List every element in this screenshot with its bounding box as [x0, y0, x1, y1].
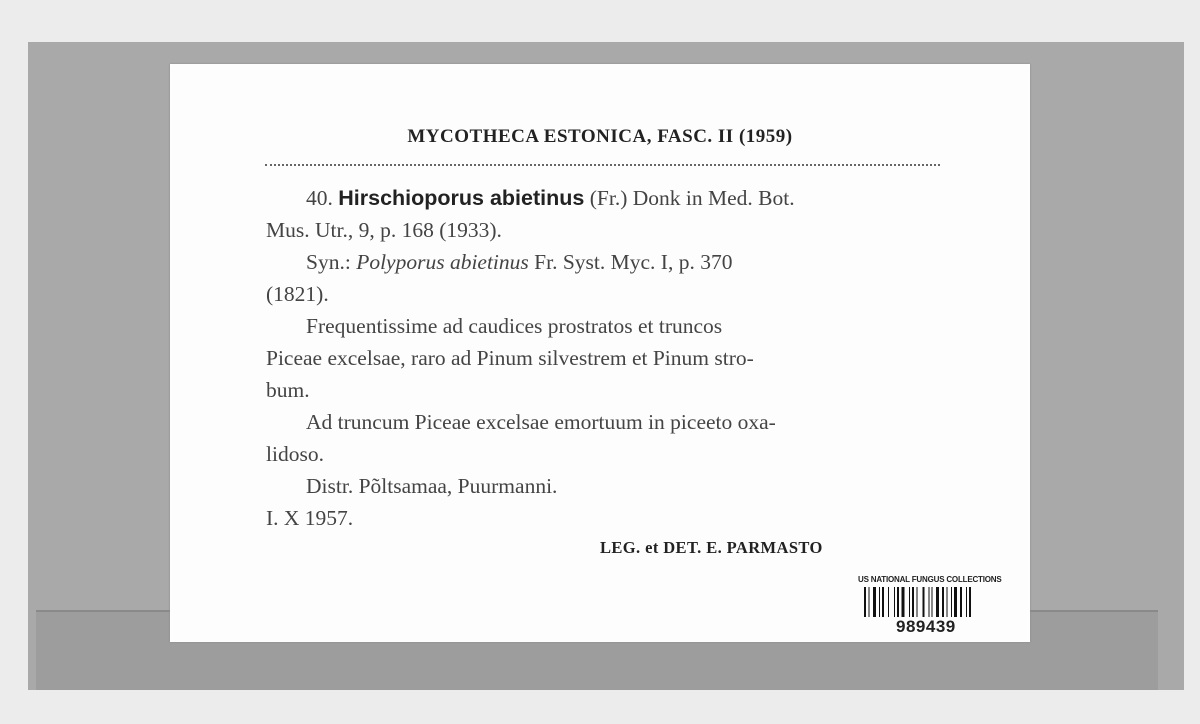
species-citation-2: Mus. Utr., 9, p. 168 (1933). [266, 218, 502, 242]
specimen-label [170, 64, 1030, 642]
synonym-citation-2: (1821). [266, 282, 329, 306]
institution-name: US NATIONAL FUNGUS COLLECTIONS [858, 575, 1002, 584]
title-divider [265, 164, 940, 166]
label-body [266, 182, 940, 534]
synonym-citation-1: Fr. Syst. Myc. I, p. 370 [534, 250, 733, 274]
species-citation-1: (Fr.) Donk in Med. Bot. [589, 186, 795, 210]
collector-line: LEG. et DET. E. PARMASTO [600, 538, 823, 557]
collection-date: I. X 1957. [266, 506, 354, 530]
entry-number: 40. [306, 186, 333, 210]
habitat-line-1: Frequentissime ad caudices prostratos et truncos [306, 314, 723, 338]
substrate-line-2: lidoso. [266, 442, 324, 466]
synonym-line [266, 246, 940, 278]
exsiccata-title: MYCOTHECA ESTONICA, FASC. II (1959) [407, 126, 793, 147]
habitat-line-3: bum. [266, 378, 310, 402]
barcode [864, 587, 998, 617]
habitat-line-2: Piceae excelsae, raro ad Pinum silvestrem et Pinum stro- [266, 346, 754, 370]
locality: Distr. Põltsamaa, Puurmanni. [306, 474, 558, 498]
synonym-prefix: Syn.: [306, 250, 351, 274]
synonym-name: Polyporus abietinus [356, 250, 529, 274]
species-name: Hirschioporus abietinus [338, 186, 585, 210]
substrate-line-1: Ad truncum Piceae excelsae emortuum in piceeto oxa- [306, 410, 776, 434]
species-line [266, 182, 940, 214]
barcode-number: 989439 [896, 617, 956, 636]
